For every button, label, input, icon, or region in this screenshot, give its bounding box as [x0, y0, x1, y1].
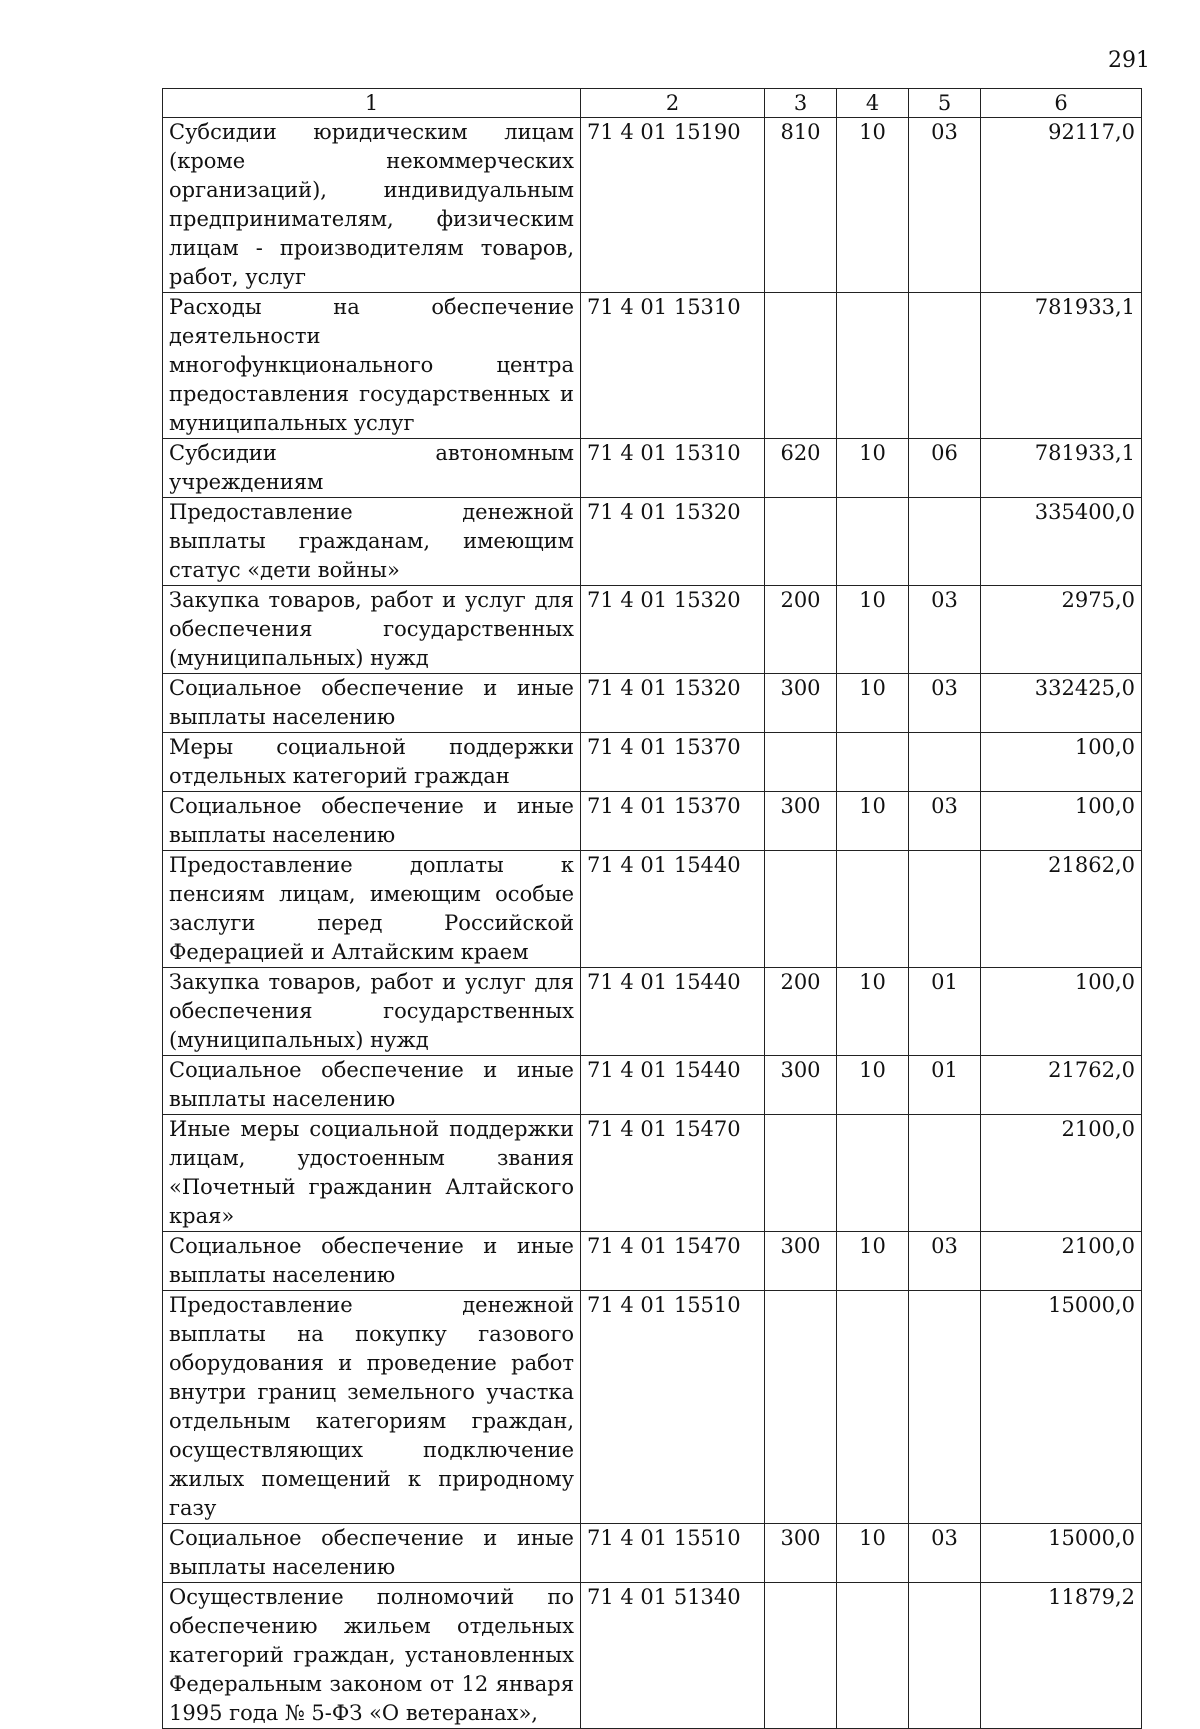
section-code — [837, 733, 909, 792]
expense-name: Субсидии юридическим лицам (кроме некоммерческих организаций), индивидуальным предпринимателям, физическим лицам - производителям товаров, работ, услуг — [163, 118, 581, 293]
subsection-code: 03 — [909, 1524, 981, 1583]
table-row — [163, 1115, 1142, 1232]
table-row — [163, 1583, 1142, 1729]
target-code: 71 4 01 15320 — [581, 498, 765, 586]
section-code: 10 — [837, 439, 909, 498]
target-code: 71 4 01 15320 — [581, 674, 765, 733]
table-row — [163, 1056, 1142, 1115]
header-cell: 6 — [981, 89, 1142, 118]
expense-type-code — [765, 851, 837, 968]
expense-name: Осуществление полномочий по обеспечению жильем отдельных категорий граждан, установленных Федеральным законом от 12 января 1995 года № 5-ФЗ «О ветеранах», — [163, 1583, 581, 1729]
section-code — [837, 293, 909, 439]
table-row — [163, 968, 1142, 1056]
target-code: 71 4 01 15310 — [581, 293, 765, 439]
expense-type-code: 300 — [765, 674, 837, 733]
expense-type-code — [765, 1115, 837, 1232]
subsection-code — [909, 293, 981, 439]
subsection-code — [909, 1291, 981, 1524]
subsection-code — [909, 851, 981, 968]
expense-name: Субсидии автономным учреждениям — [163, 439, 581, 498]
target-code: 71 4 01 15470 — [581, 1232, 765, 1291]
header-cell: 3 — [765, 89, 837, 118]
target-code: 71 4 01 15370 — [581, 792, 765, 851]
budget-table — [162, 88, 1142, 1729]
target-code: 71 4 01 15470 — [581, 1115, 765, 1232]
target-code: 71 4 01 15320 — [581, 586, 765, 674]
expense-name: Социальное обеспечение и иные выплаты населению — [163, 1232, 581, 1291]
amount: 15000,0 — [981, 1291, 1142, 1524]
expense-name: Меры социальной поддержки отдельных категорий граждан — [163, 733, 581, 792]
table-row — [163, 733, 1142, 792]
amount: 100,0 — [981, 792, 1142, 851]
expense-type-code: 810 — [765, 118, 837, 293]
expense-name: Социальное обеспечение и иные выплаты населению — [163, 674, 581, 733]
target-code: 71 4 01 15510 — [581, 1291, 765, 1524]
expense-name: Предоставление денежной выплаты на покупку газового оборудования и проведение работ внутри границ земельного участка отдельным категориям граждан, осуществляющих подключение жилых помещений к природному газу — [163, 1291, 581, 1524]
expense-type-code — [765, 498, 837, 586]
table-row — [163, 792, 1142, 851]
section-code: 10 — [837, 118, 909, 293]
amount: 92117,0 — [981, 118, 1142, 293]
expense-type-code: 300 — [765, 1232, 837, 1291]
table-row — [163, 1232, 1142, 1291]
table-row — [163, 118, 1142, 293]
expense-type-code — [765, 1583, 837, 1729]
subsection-code: 03 — [909, 118, 981, 293]
amount: 332425,0 — [981, 674, 1142, 733]
table-row — [163, 293, 1142, 439]
table-row — [163, 851, 1142, 968]
section-code: 10 — [837, 1056, 909, 1115]
target-code: 71 4 01 15440 — [581, 968, 765, 1056]
section-code: 10 — [837, 1232, 909, 1291]
subsection-code: 03 — [909, 674, 981, 733]
subsection-code: 03 — [909, 792, 981, 851]
amount: 21862,0 — [981, 851, 1142, 968]
amount: 781933,1 — [981, 439, 1142, 498]
target-code: 71 4 01 51340 — [581, 1583, 765, 1729]
amount: 100,0 — [981, 968, 1142, 1056]
subsection-code: 03 — [909, 1232, 981, 1291]
expense-name: Расходы на обеспечение деятельности многофункционального центра предоставления государственных и муниципальных услуг — [163, 293, 581, 439]
target-code: 71 4 01 15190 — [581, 118, 765, 293]
amount: 2100,0 — [981, 1232, 1142, 1291]
expense-type-code — [765, 733, 837, 792]
header-cell: 5 — [909, 89, 981, 118]
target-code: 71 4 01 15440 — [581, 851, 765, 968]
section-code: 10 — [837, 792, 909, 851]
subsection-code — [909, 733, 981, 792]
target-code: 71 4 01 15310 — [581, 439, 765, 498]
expense-type-code: 300 — [765, 1524, 837, 1583]
subsection-code: 01 — [909, 1056, 981, 1115]
amount: 15000,0 — [981, 1524, 1142, 1583]
table-row — [163, 674, 1142, 733]
expense-type-code: 200 — [765, 586, 837, 674]
expense-name: Социальное обеспечение и иные выплаты населению — [163, 1524, 581, 1583]
section-code: 10 — [837, 968, 909, 1056]
header-cell: 4 — [837, 89, 909, 118]
subsection-code — [909, 1115, 981, 1232]
header-row — [163, 89, 1142, 118]
amount: 2975,0 — [981, 586, 1142, 674]
section-code: 10 — [837, 1524, 909, 1583]
expense-type-code — [765, 1291, 837, 1524]
expense-name: Предоставление доплаты к пенсиям лицам, имеющим особые заслуги перед Российской Федерацией и Алтайским краем — [163, 851, 581, 968]
section-code — [837, 1291, 909, 1524]
section-code — [837, 498, 909, 586]
amount: 2100,0 — [981, 1115, 1142, 1232]
expense-type-code: 620 — [765, 439, 837, 498]
section-code — [837, 1583, 909, 1729]
section-code — [837, 1115, 909, 1232]
expense-type-code — [765, 293, 837, 439]
target-code: 71 4 01 15510 — [581, 1524, 765, 1583]
table-row — [163, 1291, 1142, 1524]
table-row — [163, 1524, 1142, 1583]
expense-type-code: 300 — [765, 1056, 837, 1115]
amount: 21762,0 — [981, 1056, 1142, 1115]
amount: 335400,0 — [981, 498, 1142, 586]
expense-type-code: 200 — [765, 968, 837, 1056]
amount: 100,0 — [981, 733, 1142, 792]
target-code: 71 4 01 15370 — [581, 733, 765, 792]
expense-name: Закупка товаров, работ и услуг для обеспечения государственных (муниципальных) нужд — [163, 968, 581, 1056]
page-number: 291 — [1108, 48, 1150, 73]
table-row — [163, 439, 1142, 498]
subsection-code — [909, 1583, 981, 1729]
expense-type-code: 300 — [765, 792, 837, 851]
subsection-code — [909, 498, 981, 586]
expense-name: Иные меры социальной поддержки лицам, удостоенным звания «Почетный гражданин Алтайского края» — [163, 1115, 581, 1232]
subsection-code: 01 — [909, 968, 981, 1056]
section-code: 10 — [837, 674, 909, 733]
amount: 11879,2 — [981, 1583, 1142, 1729]
header-cell: 2 — [581, 89, 765, 118]
table-row — [163, 498, 1142, 586]
expense-name: Предоставление денежной выплаты гражданам, имеющим статус «дети войны» — [163, 498, 581, 586]
subsection-code: 06 — [909, 439, 981, 498]
section-code: 10 — [837, 586, 909, 674]
target-code: 71 4 01 15440 — [581, 1056, 765, 1115]
expense-name: Закупка товаров, работ и услуг для обеспечения государственных (муниципальных) нужд — [163, 586, 581, 674]
header-cell: 1 — [163, 89, 581, 118]
section-code — [837, 851, 909, 968]
expense-name: Социальное обеспечение и иные выплаты населению — [163, 792, 581, 851]
table-row — [163, 586, 1142, 674]
expense-name: Социальное обеспечение и иные выплаты населению — [163, 1056, 581, 1115]
amount: 781933,1 — [981, 293, 1142, 439]
subsection-code: 03 — [909, 586, 981, 674]
